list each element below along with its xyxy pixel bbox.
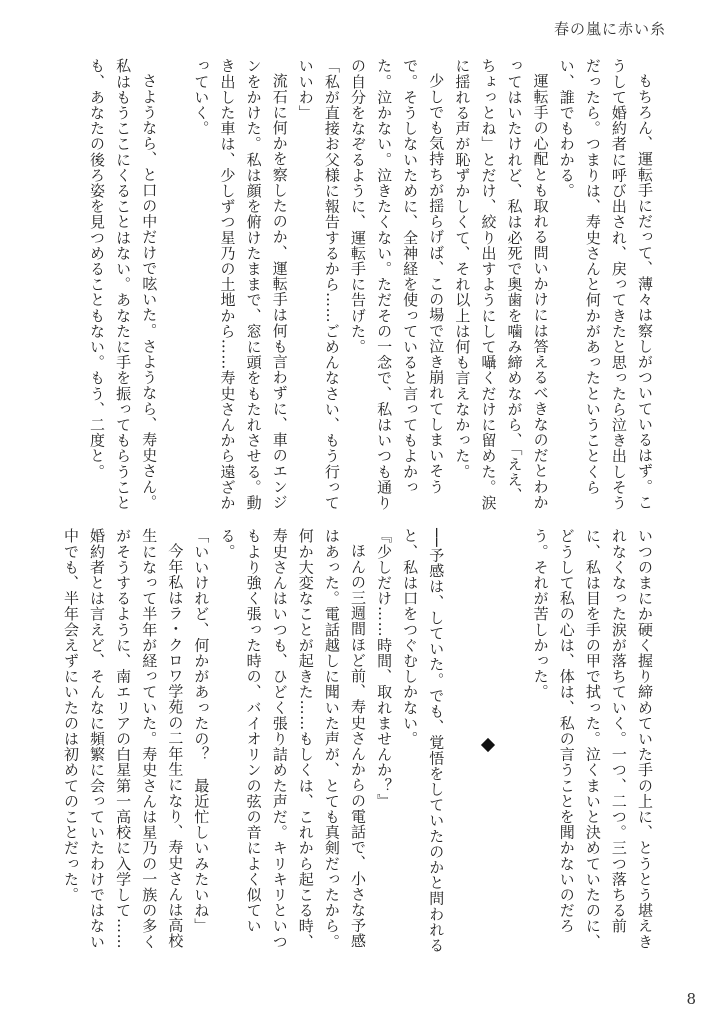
paragraph: 少しでも気持ちが揺らげば、この場で泣き崩れてしまいそうで。そうしないために、全神経を使っていると言ってもよかった。泣かない。泣きたくない。ただその一念で、私はいつも通りの自分をなぞるように、運転手に告げた。 (348, 58, 446, 511)
dialogue-line: 「いいけれど、何かがあったの？ 最近忙しいみたいね」 (192, 528, 211, 934)
paragraph: 流石に何かを察したのか、運転手は何も言わずに、車のエンジンをかけた。私は顔を俯けたままで、窓に頭をもたれさせる。動き出した車は、少しずつ星乃の土地から……寿史さんから遠ざかっていく。 (192, 58, 289, 511)
blank-line (449, 528, 475, 962)
paragraph: 今年私はラ・クロワ学苑の二年生になり、寿史さんは高校生になって半年が経っていた。寿史さんは星乃の一族の多くがそうするように、南エリアの白星第一高校に入学して……婚約者とは言えど、そんなに頻繁に会っていたわけではない中でも、半年会えずにいたのは初めてのことだった。 (61, 528, 185, 950)
lower-text-block (58, 528, 658, 962)
diamond-separator-icon (481, 738, 495, 752)
running-header-title: 春の嵐に赤い糸 (553, 20, 666, 38)
paragraph: ──予感は、していた。でも、覚悟をしていたのかと問われると、私は口をつぐむしかない。 (401, 528, 446, 953)
page-number: 8 (686, 990, 696, 1008)
paragraph: さようなら、と口の中だけで呟いた。さようなら、寿史さん。私はもうここにくることはない。あなたに手を振ってもらうことも、あなたの後ろ姿を見つめることもない。もう、二度と。 (88, 58, 159, 511)
paragraph-continued: いつのまにか硬く握り締めていた手の上に、とうとう堪えきれなくなった涙が落ちていく。一つ、二つ。三つ落ちる前に、私は目を手の甲で拭った。泣くまいと決めていたのに、どうして私の心は、体は、私の言うことを聞かないのだろう。それが苦しかった。 (531, 528, 654, 950)
dialogue-line: 「私が直接お父様に報告するから……ごめんなさい、もう行っていいわ」 (296, 58, 341, 511)
dialogue-line: 『少しだけ……時間、取れませんか？』 (375, 528, 394, 809)
paragraph: もちろん、運転手にだって、薄々は察しがついているはず。こうして婚約者に呼び出され、戻ってきたと思ったら泣き出しそうだったら。つまりは、寿史さんと何かがあったということくらい、誰でもわかる。 (557, 58, 654, 511)
paragraph: 運転手の心配とも取れる問いかけには答えるべきなのだとわかってはいたけれど、私は必死で奥歯を噛み締めながら、「ええ、ちょっとね」とだけ、絞り出すようにして囁くだけに留めた。涙に揺れる声が恥ずかしくて、それ以上は何も言えなかった。 (453, 58, 550, 511)
paragraph: ほんの三週間ほど前、寿史さんからの電話で、小さな予感はあった。電話越しに聞いた声が、とても真剣だったから。何か大変なことが起きた……もしくは、これから起こる時、寿史さんはいつも、ひどく張り詰めた声だ。キリキリといつもより強く張った時の、バイオリンの弦の音によく似ている。 (218, 528, 367, 950)
section-separator (475, 528, 501, 962)
blank-line (501, 528, 527, 962)
upper-text-block (84, 58, 658, 518)
blank-line (162, 58, 188, 518)
